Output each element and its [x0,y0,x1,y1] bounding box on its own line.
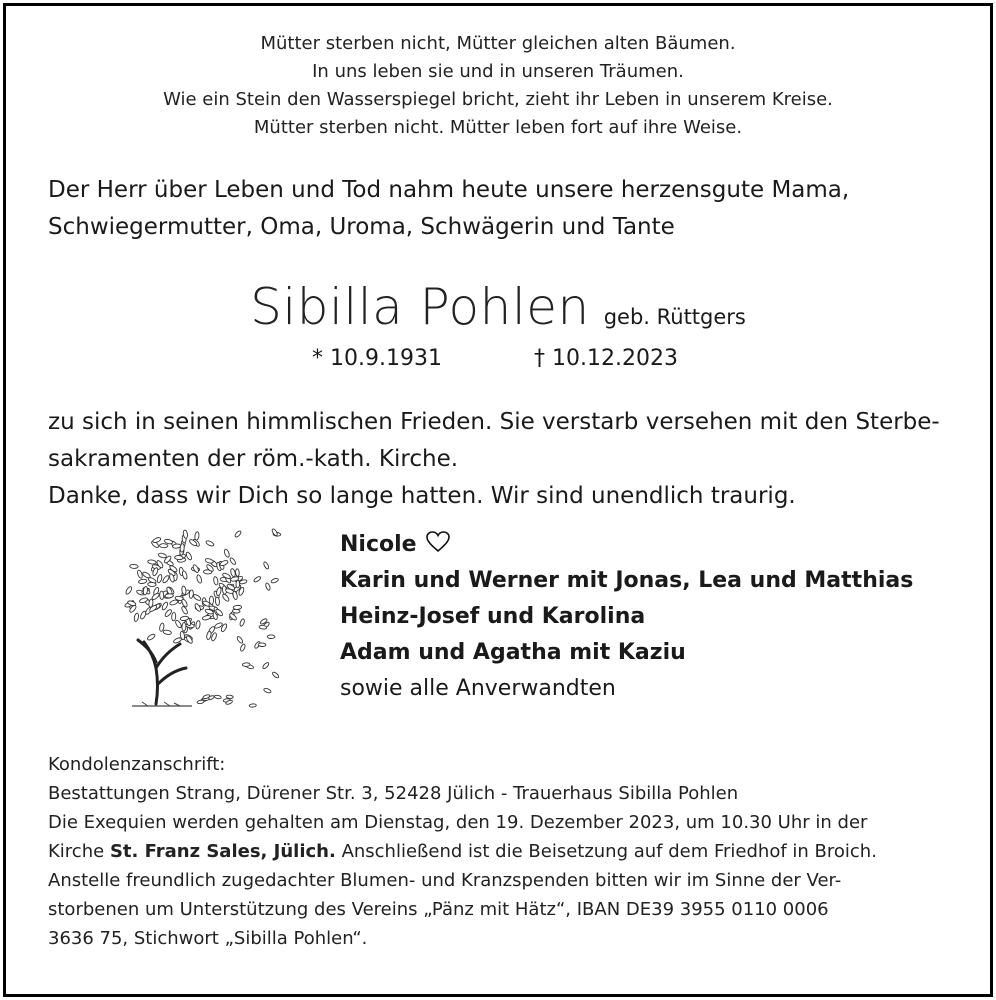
donation-line: storbenen um Unterstützung des Vereins „Pänz mit Hätz“, IBAN DE39 3955 0110 0006 [48,899,829,920]
deceased-name-row [0,278,996,336]
donation-line: 3636 75, Stichwort „Sibilla Pohlen“. [48,928,368,949]
family-member: Heinz-Josef und Karolina [340,604,646,629]
body-line: zu sich in seinen himmlischen Frieden. Sie verstarb versehen mit den Sterbe- [48,409,940,435]
family-member-name: Nicole [340,532,417,557]
birth-name: geb. Rüttgers [603,305,746,329]
relatives-line: sowie alle Anverwandten [340,676,616,701]
family-member: Karin und Werner mit Jonas, Lea und Matthias [340,568,914,593]
donation-line: Anstelle freundlich zugedachter Blumen- und Kranzspenden bitten wir im Sinne der Ver- [48,870,842,891]
exequies-line [48,837,958,866]
body-line: sakramenten der röm.-kath. Kirche. [48,446,459,472]
intro-line: Der Herr über Leben und Tod nahm heute unsere herzensgute Mama, [48,177,850,203]
exequies-suffix: Anschließend ist die Beisetzung auf dem Friedhof in Broich. [341,841,877,862]
church-name: St. Franz Sales, Jülich. [109,841,336,862]
condolence-label: Kondolenzanschrift: [48,754,226,775]
poem-line: Mütter sterben nicht. Mütter leben fort auf ihre Weise. [253,117,743,138]
body-line: Danke, dass wir Dich so lange hatten. Wir sind unendlich traurig. [48,483,796,509]
condolence-address: Bestattungen Strang, Dürener Str. 3, 52428 Jülich - Trauerhaus Sibilla Pohlen [48,783,739,804]
exequies-prefix: Kirche [48,841,105,862]
exequies-line: Die Exequien werden gehalten am Dienstag, den 19. Dezember 2023, um 10.30 Uhr in der [48,812,868,833]
family-member [340,527,913,563]
intro-line: Schwiegermutter, Oma, Uroma, Schwägerin und Tante [48,214,675,240]
intro-text [48,172,948,246]
family-member: Adam und Agatha mit Kaziu [340,640,686,665]
windblown-tree-icon [112,512,282,712]
heart-outline-icon [425,530,451,554]
deceased-name: Sibilla Pohlen [250,278,590,336]
poem-line: Wie ein Stein den Wasserspiegel bricht, zieht ihr Leben in unserem Kreise. [163,89,833,110]
family-list [340,527,913,707]
poem-line: Mütter sterben nicht, Mütter gleichen alten Bäumen. [260,33,736,54]
birth-date: * 10.9.1931 [312,346,442,371]
footer-info [48,750,958,953]
death-date: † 10.12.2023 [534,346,678,371]
poem-line: In uns leben sie und in unseren Träumen. [312,61,684,82]
poem [0,30,996,142]
body-text [48,404,958,515]
